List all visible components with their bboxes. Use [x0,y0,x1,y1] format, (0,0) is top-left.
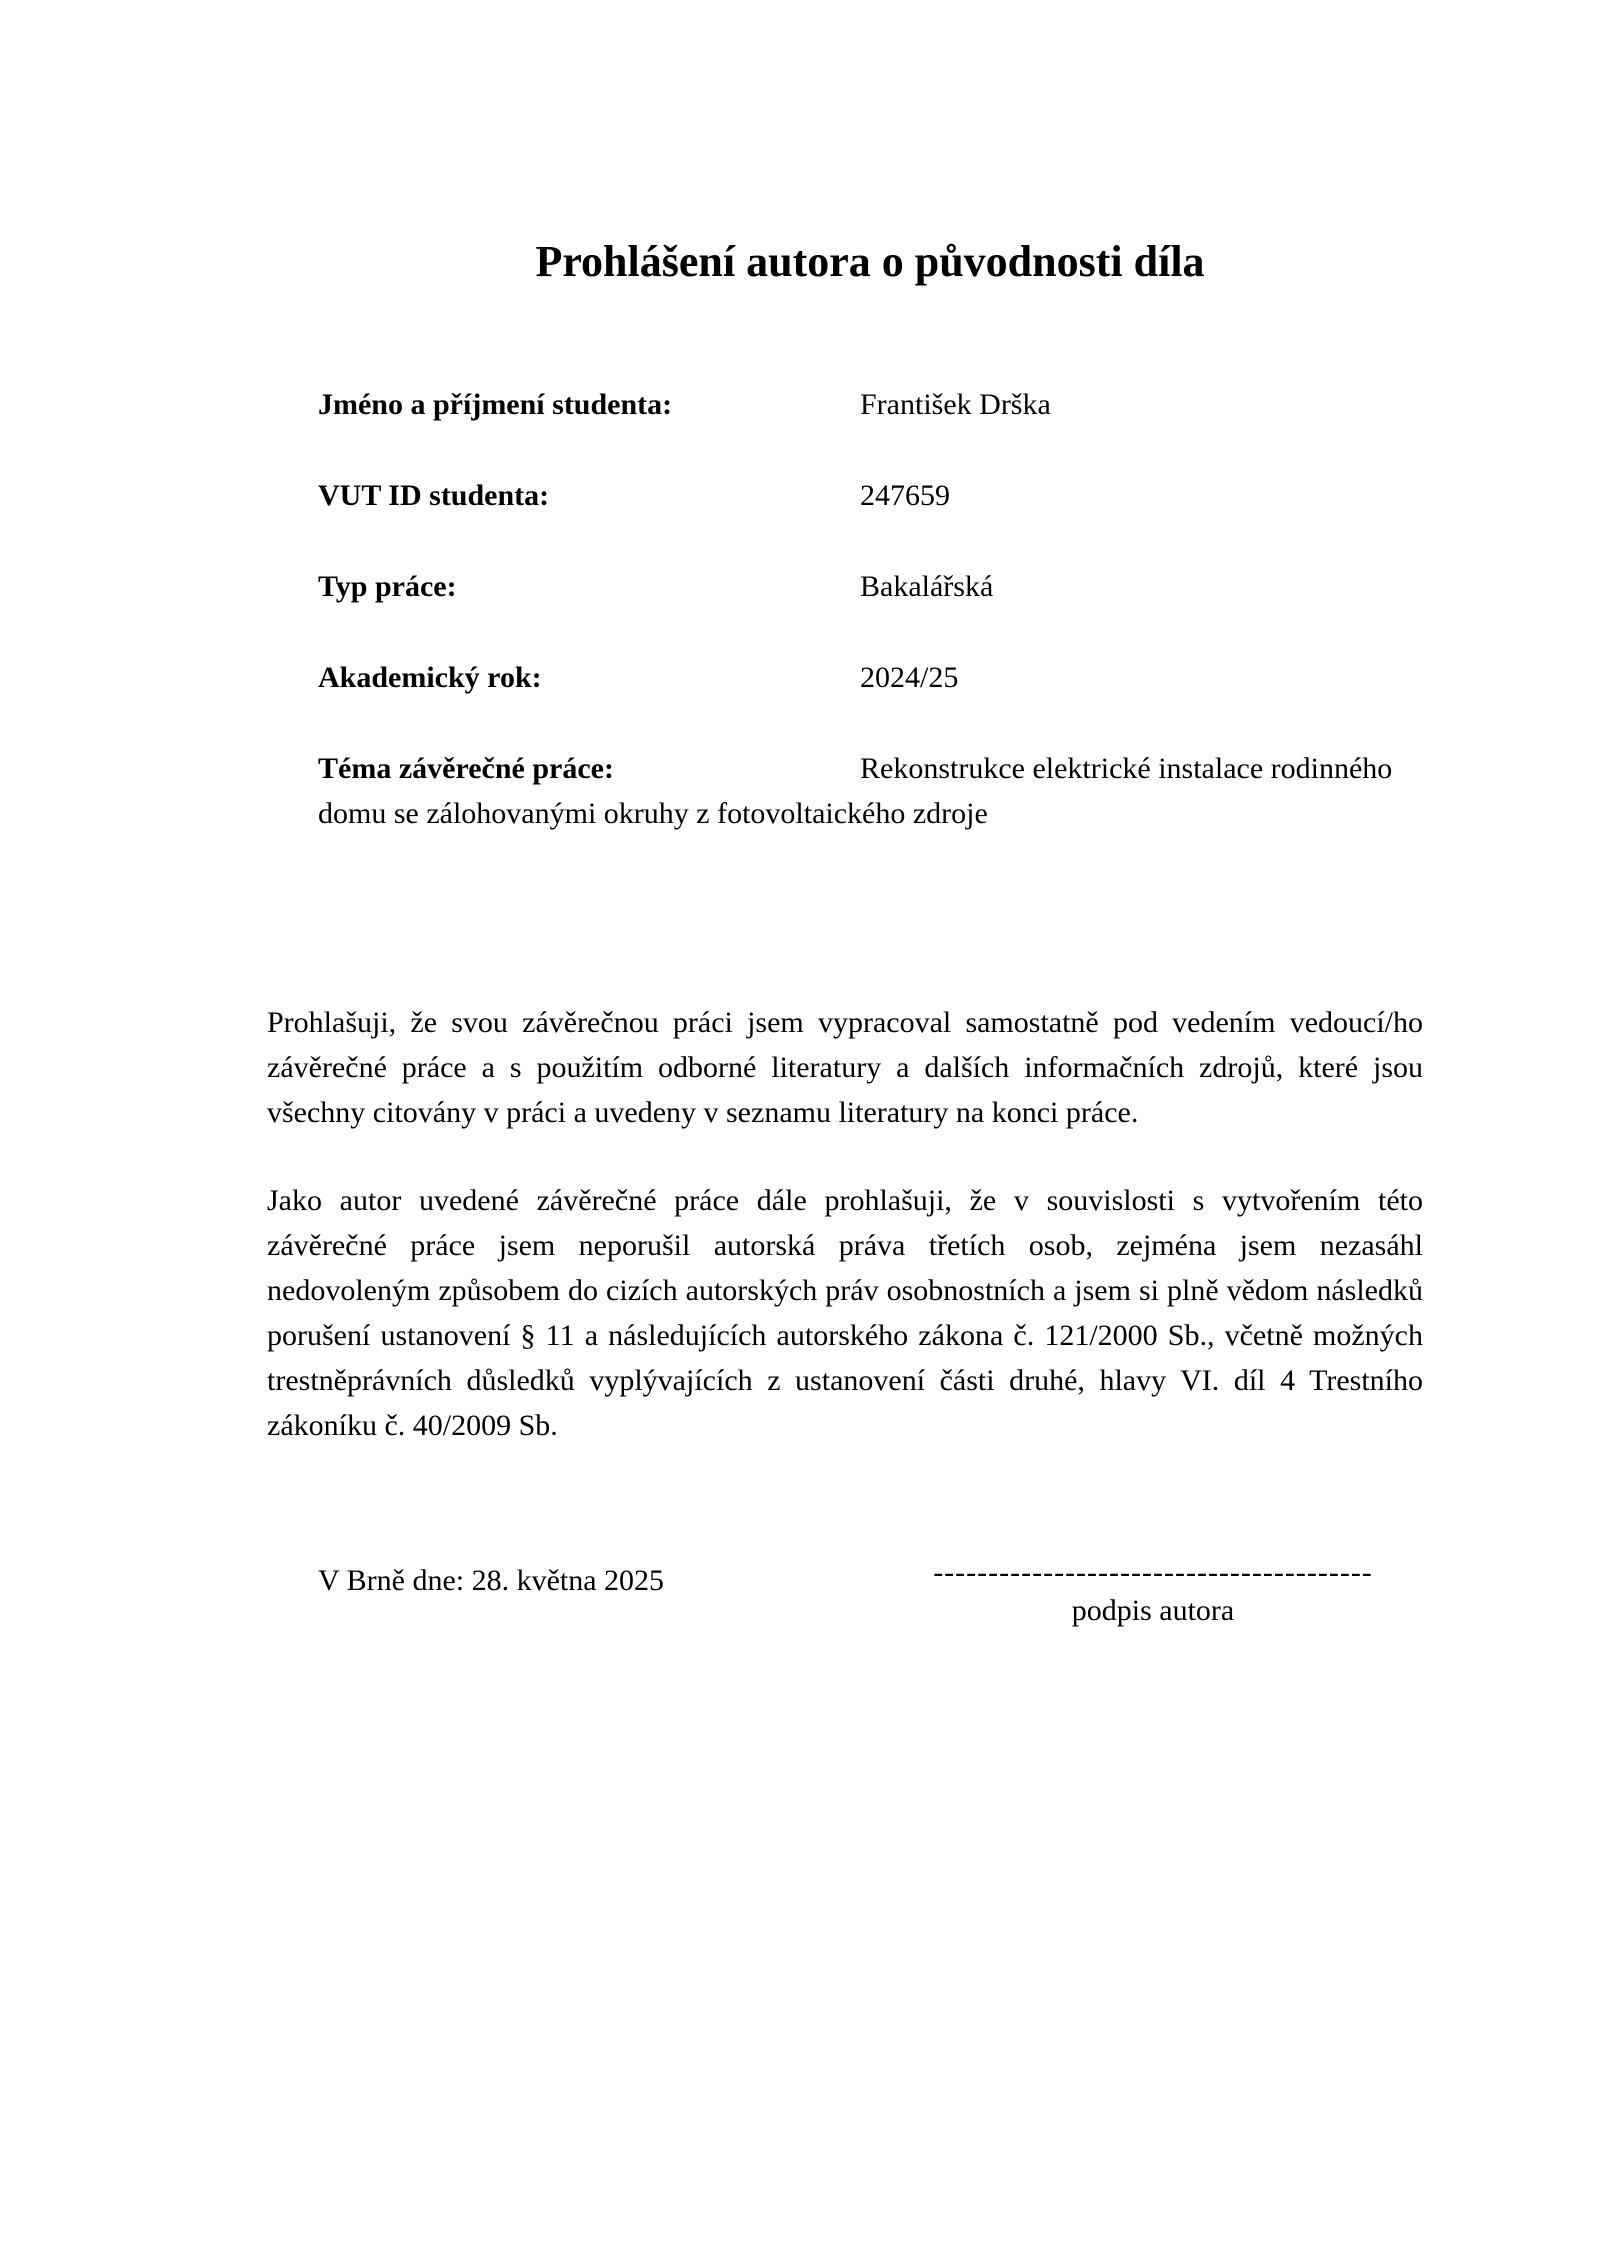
page-title: Prohlášení autora o původnosti díla [535,237,1205,286]
field-row-thesis-type [318,564,1423,609]
field-label-vut-id: VUT ID studenta: [318,479,550,513]
field-label-student-name: Jméno a příjmení studenta: [318,388,673,422]
field-label-thesis-type: Typ práce: [318,570,457,604]
field-label-thesis-topic: Téma závěrečné práce: [318,752,614,786]
signature-place-date: V Brně dne: 28. května 2025 [318,1564,665,1598]
field-row-vut-id [318,473,1423,518]
signature-caption: podpis autora [1071,1594,1235,1628]
field-row-thesis-topic [318,746,1423,836]
signature-dashed-line: ---------------------------------------- [933,1558,1373,1589]
field-row-academic-year [318,655,1423,700]
metadata-fields [318,382,1423,836]
declaration-text [267,1000,1423,1448]
declaration-paragraph-2: Jako autor uvedené závěrečné práce dále prohlašuji, že v souvislosti s vytvořením této závěrečné práce jsem neporušil autorská práva třetích osob, zejména jsem nezasáhl nedovoleným způsobem do cizích autorských práv osobnostních a jsem si plně vědom následků porušení ustanovení § 11 a následujících autorského zákona č. 121/2000 Sb., včetně možných trestněprávních důsledků vyplývajících z ustanovení části druhé, hlavy VI. díl 4 Trestního zákoníku č. 40/2009 Sb. [267,1184,1423,1443]
field-value-thesis-type: Bakalářská [860,570,994,604]
field-label-academic-year: Akademický rok: [318,661,542,695]
page-content [267,238,1423,1628]
field-value-vut-id: 247659 [860,479,950,513]
field-row-student-name [318,382,1423,427]
field-value-academic-year: 2024/25 [860,661,959,695]
declaration-paragraph-1: Prohlašuji, že svou závěrečnou práci jsem vypracoval samostatně pod vedením vedoucí/ho závěrečné práce a s použitím odborné literatury a dalších informačních zdrojů, které jsou všechny citovány v práci a uvedeny v seznamu literatury na konci práce. [267,1006,1423,1130]
field-value-student-name: František Drška [860,388,1051,422]
field-value-thesis-topic: Rekonstrukce elektrické instalace rodinného domu se zálohovanými okruhy z fotovoltaického zdroje [318,752,1393,831]
signature-section [267,1558,1423,1628]
signature-block [933,1558,1373,1628]
